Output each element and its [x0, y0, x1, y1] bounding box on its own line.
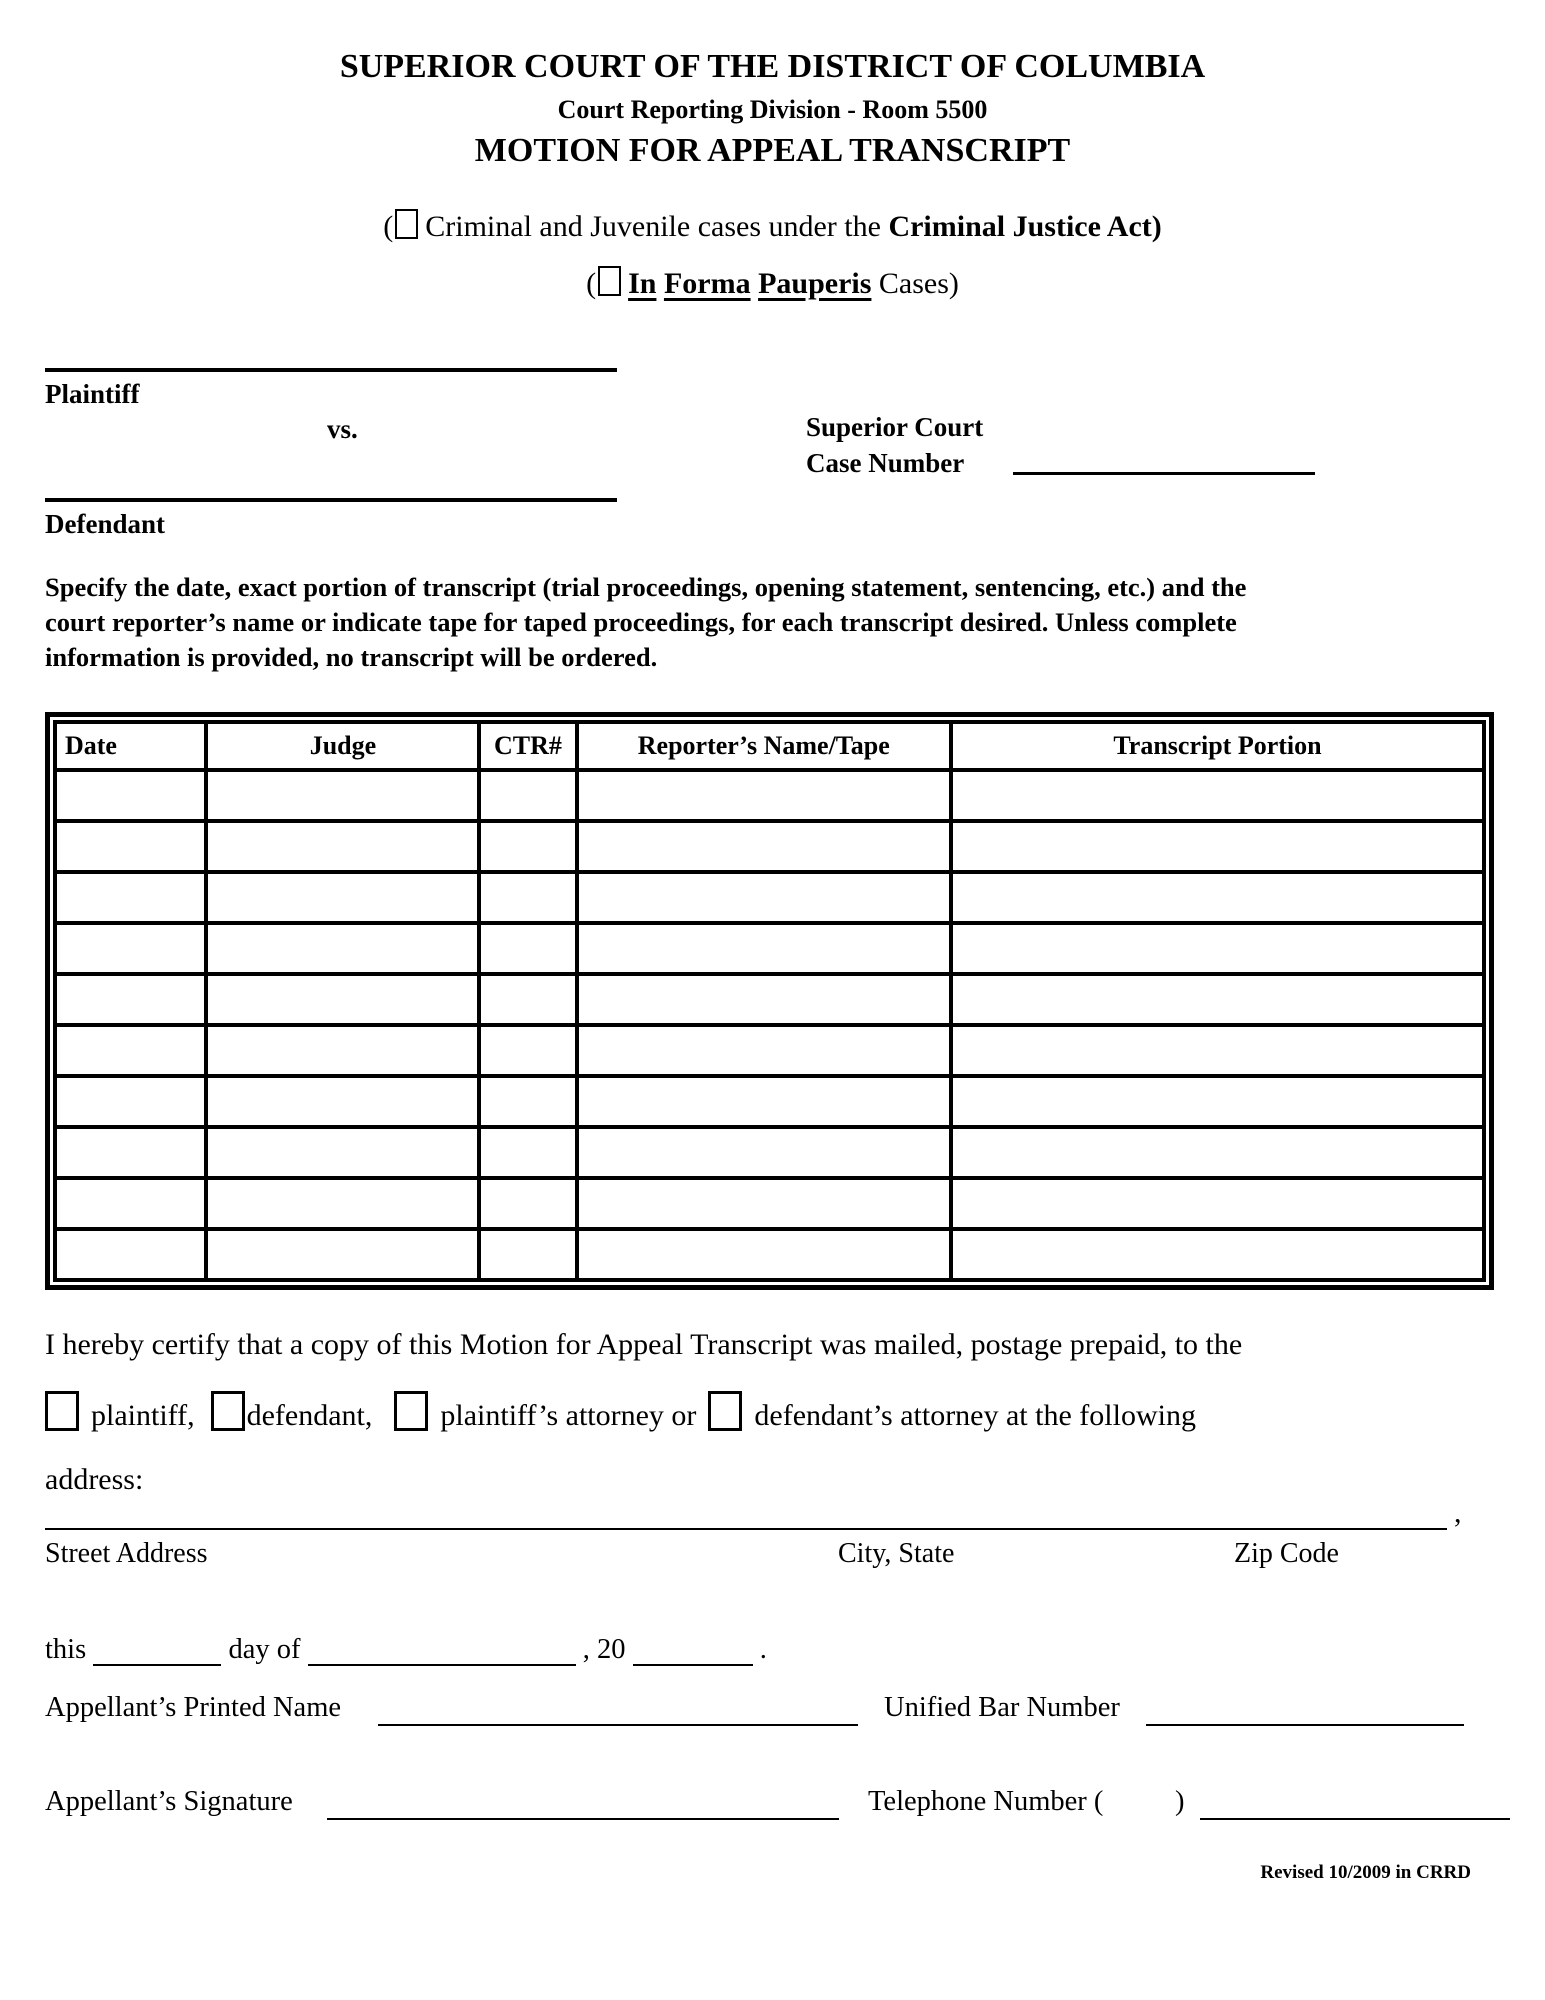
cja-regular-text: Criminal and Juvenile cases under the: [425, 210, 881, 243]
street-address-label: Street Address: [45, 1538, 208, 1569]
cja-open-paren: (: [383, 210, 394, 243]
cell-reporter[interactable]: [577, 821, 951, 872]
cell-date[interactable]: [55, 1229, 206, 1280]
cell-portion[interactable]: [951, 1127, 1484, 1178]
cell-reporter[interactable]: [577, 770, 951, 821]
cell-ctr[interactable]: [479, 1076, 576, 1127]
col-header-portion: Transcript Portion: [951, 722, 1484, 770]
table-row: [55, 974, 1484, 1025]
signature-label: Appellant’s Signature: [45, 1786, 293, 1817]
cell-date[interactable]: [55, 872, 206, 923]
cell-judge[interactable]: [206, 1025, 479, 1076]
cell-reporter[interactable]: [577, 872, 951, 923]
recipient-plaintiff-label: plaintiff,: [91, 1399, 195, 1432]
ifp-word-pauperis: Pauperis: [758, 267, 872, 300]
table-row: [55, 1178, 1484, 1229]
cell-date[interactable]: [55, 1025, 206, 1076]
instructions-line-1: Specify the date, exact portion of transcript (trial proceedings, opening statement, sentencing, etc.) and the: [45, 572, 1247, 602]
telephone-close-paren: ): [1175, 1786, 1185, 1817]
bar-number-line[interactable]: [1146, 1690, 1464, 1726]
cja-bold-text: Criminal Justice Act): [888, 210, 1162, 243]
signature-line[interactable]: [327, 1784, 839, 1820]
case-number-line[interactable]: [1013, 442, 1315, 475]
city-state-label: City, State: [838, 1538, 955, 1569]
cell-portion[interactable]: [951, 1229, 1484, 1280]
defendant-checkbox[interactable]: [211, 1391, 245, 1431]
printed-name-line[interactable]: [378, 1690, 858, 1726]
cell-ctr[interactable]: [479, 974, 576, 1025]
table-row: [55, 770, 1484, 821]
cell-date[interactable]: [55, 1178, 206, 1229]
cell-reporter[interactable]: [577, 923, 951, 974]
table-row: [55, 821, 1484, 872]
col-header-judge: Judge: [206, 722, 479, 770]
cell-judge[interactable]: [206, 872, 479, 923]
cell-judge[interactable]: [206, 821, 479, 872]
col-header-reporter: Reporter’s Name/Tape: [577, 722, 951, 770]
certification-statement: I hereby certify that a copy of this Motion for Appeal Transcript was mailed, postage prepaid, to the: [45, 1328, 1243, 1361]
cell-portion[interactable]: [951, 821, 1484, 872]
table-header-row: [55, 722, 1484, 770]
instructions-line-2: court reporter’s name or indicate tape for taped proceedings, for each transcript desired. Unless complete: [45, 607, 1237, 637]
division-title: Court Reporting Division - Room 5500: [557, 95, 988, 124]
cell-date[interactable]: [55, 923, 206, 974]
case-number-label: Case Number: [806, 448, 965, 478]
cell-judge[interactable]: [206, 1127, 479, 1178]
table-row: [55, 1025, 1484, 1076]
cell-judge[interactable]: [206, 974, 479, 1025]
printed-name-label: Appellant’s Printed Name: [45, 1692, 342, 1723]
plaintiff-name-line[interactable]: [45, 368, 617, 372]
cell-portion[interactable]: [951, 770, 1484, 821]
signature-row: [45, 1784, 1510, 1830]
month-line[interactable]: [308, 1636, 576, 1667]
address-trailing-comma: ,: [1454, 1496, 1462, 1529]
cell-date[interactable]: [55, 974, 206, 1025]
day-number-line[interactable]: [93, 1636, 221, 1667]
plaintiff-label: Plaintiff: [45, 379, 140, 409]
word-period: .: [759, 1634, 767, 1665]
cell-reporter[interactable]: [577, 1127, 951, 1178]
cell-judge[interactable]: [206, 1229, 479, 1280]
cell-ctr[interactable]: [479, 821, 576, 872]
cell-portion[interactable]: [951, 974, 1484, 1025]
word-day-of: day of: [228, 1634, 301, 1665]
plaintiffs-attorney-checkbox[interactable]: [394, 1391, 428, 1431]
ifp-checkbox[interactable]: [598, 266, 621, 296]
court-title: SUPERIOR COURT OF THE DISTRICT OF COLUMBIA: [339, 48, 1206, 85]
cell-ctr[interactable]: [479, 1229, 576, 1280]
cell-date[interactable]: [55, 1127, 206, 1178]
recipient-options-line: [45, 1391, 1510, 1439]
cell-reporter[interactable]: [577, 1229, 951, 1280]
word-this: this: [45, 1634, 87, 1665]
col-header-date: Date: [55, 722, 206, 770]
cell-date[interactable]: [55, 770, 206, 821]
ifp-open-paren: (: [586, 267, 597, 300]
cell-portion[interactable]: [951, 1076, 1484, 1127]
telephone-number-line[interactable]: [1200, 1784, 1510, 1820]
ifp-suffix: Cases): [878, 267, 959, 300]
cell-ctr[interactable]: [479, 1178, 576, 1229]
address-line[interactable]: [45, 1468, 1447, 1530]
address-word: address:: [45, 1463, 144, 1496]
table-row: [55, 1229, 1484, 1280]
revision-note: Revised 10/2009 in CRRD: [1260, 1862, 1471, 1883]
recipient-defendants-attorney-label: defendant’s attorney at the following: [754, 1399, 1196, 1432]
ifp-case-type-line: [0, 262, 1545, 306]
address-labels-row: [45, 1538, 1510, 1578]
cell-date[interactable]: [55, 821, 206, 872]
cell-judge[interactable]: [206, 1076, 479, 1127]
cell-judge[interactable]: [206, 923, 479, 974]
cell-ctr[interactable]: [479, 923, 576, 974]
cell-reporter[interactable]: [577, 1178, 951, 1229]
cell-portion[interactable]: [951, 872, 1484, 923]
table-row: [55, 923, 1484, 974]
masthead: [0, 46, 1545, 306]
transcript-table-frame: [45, 712, 1494, 1290]
ifp-word-in: In: [628, 267, 657, 300]
plaintiff-checkbox[interactable]: [45, 1391, 79, 1431]
table-row: [55, 1076, 1484, 1127]
cell-judge[interactable]: [206, 1178, 479, 1229]
cell-ctr[interactable]: [479, 1025, 576, 1076]
cja-checkbox[interactable]: [395, 209, 418, 239]
transcript-instructions: [45, 570, 1475, 675]
cell-reporter[interactable]: [577, 1025, 951, 1076]
instructions-line-3: information is provided, no transcript will be ordered.: [45, 642, 658, 672]
address-block: [45, 1468, 1510, 1578]
word-comma-20: , 20: [582, 1634, 626, 1665]
superior-court-label: Superior Court: [806, 412, 984, 442]
cell-ctr[interactable]: [479, 1127, 576, 1178]
cell-date[interactable]: [55, 1076, 206, 1127]
ifp-word-forma: Forma: [663, 267, 751, 300]
versus-label: vs.: [327, 414, 358, 444]
cell-portion[interactable]: [951, 923, 1484, 974]
form-title: MOTION FOR APPEAL TRANSCRIPT: [474, 132, 1071, 169]
cja-case-type-line: [0, 205, 1545, 249]
cell-reporter[interactable]: [577, 1076, 951, 1127]
cell-judge[interactable]: [206, 770, 479, 821]
transcript-table: [53, 720, 1486, 1282]
cell-portion[interactable]: [951, 1025, 1484, 1076]
defendant-label: Defendant: [45, 509, 165, 539]
cell-ctr[interactable]: [479, 770, 576, 821]
zip-code-label: Zip Code: [1234, 1538, 1339, 1569]
cell-reporter[interactable]: [577, 974, 951, 1025]
col-header-ctr: CTR#: [479, 722, 576, 770]
table-row: [55, 872, 1484, 923]
cell-ctr[interactable]: [479, 872, 576, 923]
recipient-defendant-label: defendant,: [246, 1399, 373, 1432]
printed-name-row: [45, 1690, 1510, 1736]
defendants-attorney-checkbox[interactable]: [708, 1391, 742, 1431]
cell-portion[interactable]: [951, 1178, 1484, 1229]
bar-number-label: Unified Bar Number: [884, 1692, 1120, 1723]
year-line[interactable]: [633, 1636, 753, 1667]
execution-date-line: [45, 1632, 767, 1668]
recipient-plaintiffs-attorney-label: plaintiff’s attorney or: [440, 1399, 697, 1432]
defendant-name-line[interactable]: [45, 498, 617, 502]
table-row: [55, 1127, 1484, 1178]
telephone-label: Telephone Number (: [868, 1786, 1104, 1817]
